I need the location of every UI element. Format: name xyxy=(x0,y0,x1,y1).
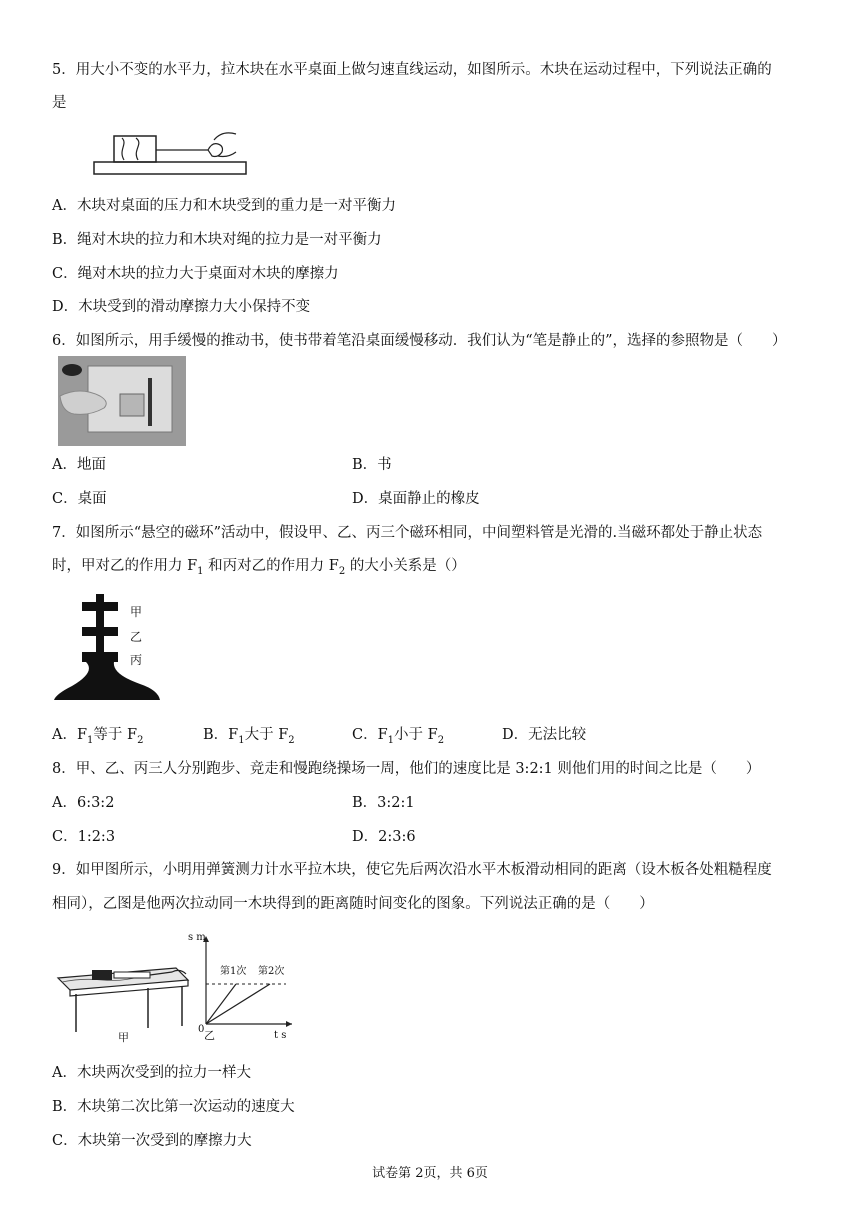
q9-stem-line2: 相同），乙图是他两次拉动同一木块得到的距离随时间变化的图象。下列说法正确的是（ ） xyxy=(52,896,654,912)
q9-stem-line1: 9．如甲图所示，小明用弹簧测力计水平拉木块，使它先后两次沿水平木板滑动相同的距离（设木板各处粗糙程度 xyxy=(52,862,772,878)
q8-option-d: D．2:3:6 xyxy=(352,829,416,845)
q7-option-a: A．$F_1$等于 $F_2$ xyxy=(52,727,144,746)
q7-stem-line1: 7．如图所示“悬空的磁环”活动中，假设甲、乙、丙三个磁环相同，中间塑料管是光滑的.当磁环都处于静止状态 xyxy=(52,525,763,541)
q7-label-bing: 丙 xyxy=(130,653,143,667)
q9-option-b: B．木块第二次比第一次运动的速度大 xyxy=(52,1099,295,1115)
q5-stem-line1: 5．用大小不变的水平力，拉木块在水平桌面上做匀速直线运动，如图所示。木块在运动过程中，下列说法正确的 xyxy=(52,62,772,78)
q6-photo-hand-book-pen xyxy=(58,356,186,446)
q5-figure-block-on-table xyxy=(92,126,252,180)
q9-option-a: A．木块两次受到的拉力一样大 xyxy=(52,1065,251,1081)
q7-figure-magnetic-rings xyxy=(52,590,162,706)
q8-option-a: A．6:3:2 xyxy=(52,795,115,811)
q7-option-b: B．$F_1$大于 $F_2$ xyxy=(203,727,295,746)
q8-stem: 8．甲、乙、丙三人分别跑步、竞走和慢跑绕操场一周，他们的速度比是 3:2:1 则他们用的时间之比是（ ） xyxy=(52,761,761,777)
q8-option-c: C．1:2:3 xyxy=(52,829,116,845)
q7-label-jia: 甲 xyxy=(130,605,143,619)
q5-option-c: C．绳对木块的拉力大于桌面对木块的摩擦力 xyxy=(52,266,339,282)
q9-figure xyxy=(56,928,296,1044)
q8-option-b: B．3:2:1 xyxy=(352,795,415,811)
q6-option-c: C．桌面 xyxy=(52,491,107,507)
q9-axis-y-label: s m xyxy=(188,932,206,943)
q5-option-b: B．绳对木块的拉力和木块对绳的拉力是一对平衡力 xyxy=(52,232,382,248)
q9-label-jia: 甲 xyxy=(118,1031,129,1044)
q6-option-a: A．地面 xyxy=(52,457,106,473)
q7-stem-line2: 时，甲对乙的作用力 $F_1$ 和丙对乙的作用力 $F_2$ 的大小关系是（） xyxy=(52,558,466,577)
q9-series-2-label: 第2次 xyxy=(258,966,285,977)
q9-origin-label: 0 xyxy=(198,1024,205,1035)
page-footer: 试卷第 2页，共 6页 xyxy=(372,1166,488,1181)
q7-option-c: C．$F_1$小于 $F_2$ xyxy=(352,727,445,746)
q9-label-yi: 乙 xyxy=(204,1029,215,1042)
q5-option-d: D．木块受到的滑动摩擦力大小保持不变 xyxy=(52,299,311,315)
q7-label-yi: 乙 xyxy=(130,630,143,644)
q9-axis-x-label: t s xyxy=(274,1030,287,1041)
q6-option-d: D．桌面静止的橡皮 xyxy=(352,491,480,507)
q6-stem: 6．如图所示，用手缓慢的推动书，使书带着笔沿桌面缓慢移动．我们认为“笔是静止的”，选择的参照物是（ ） xyxy=(52,333,787,349)
q6-option-b: B．书 xyxy=(352,457,392,473)
q9-series-1-label: 第1次 xyxy=(220,966,247,977)
q5-option-a: A．木块对桌面的压力和木块受到的重力是一对平衡力 xyxy=(52,198,396,214)
q5-stem-line2: 是 xyxy=(52,95,67,111)
q9-figure-drawing xyxy=(56,928,296,1044)
q9-option-c: C．木块第一次受到的摩擦力大 xyxy=(52,1133,252,1149)
q7-option-d: D．无法比较 xyxy=(502,727,587,743)
